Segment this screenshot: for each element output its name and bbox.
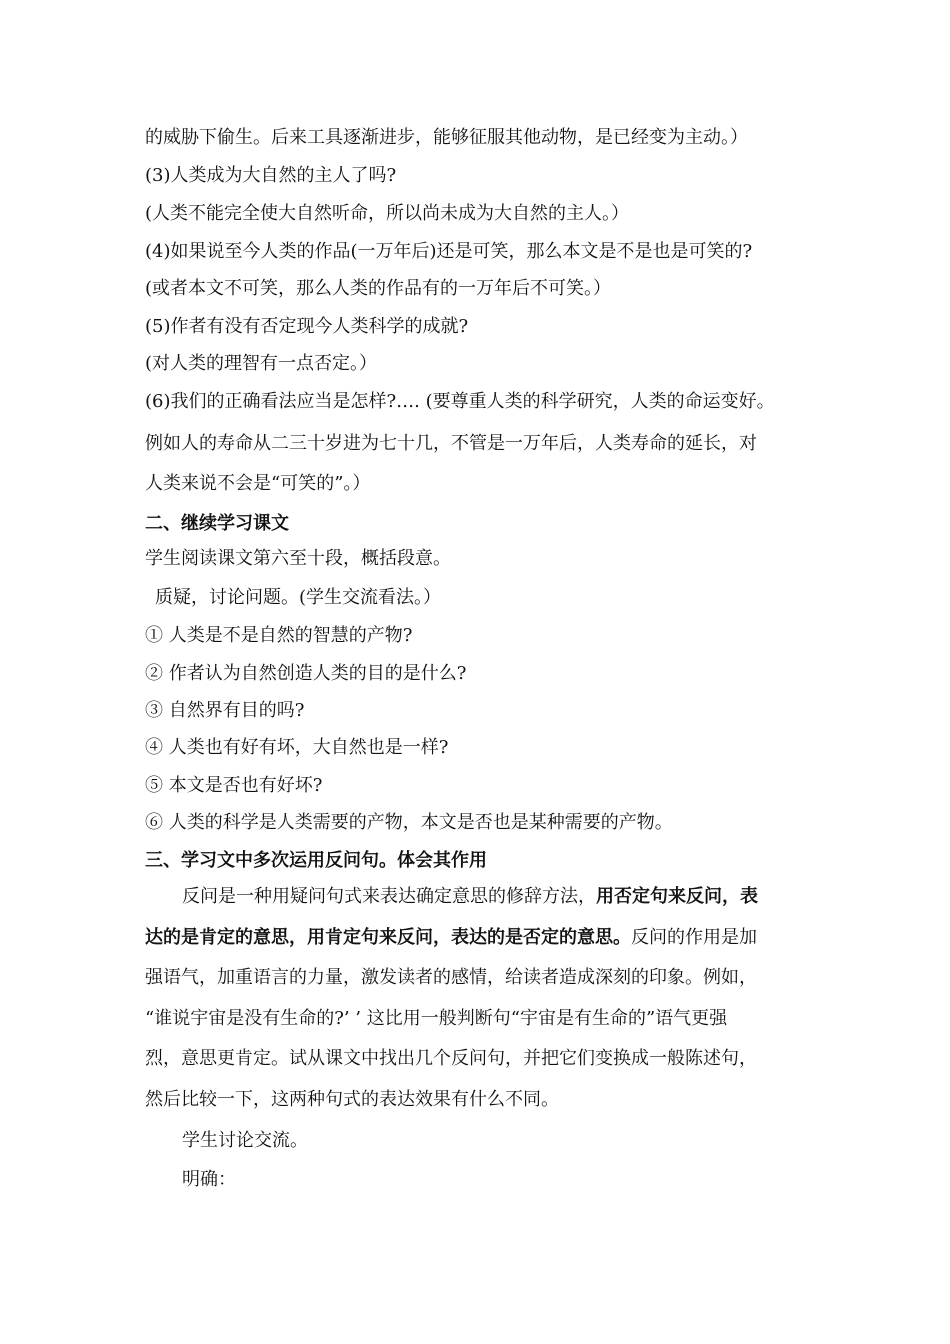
section-3-paragraph-line-5: 烈，意思更肯定。试从课文中找出几个反问句，并把它们变换成一般陈述句，	[145, 1048, 757, 1069]
discussion-question-4: ④ 人类也有好有坏，大自然也是一样?	[145, 737, 449, 758]
emphasized-text: 达的是肯定的意思，用肯定句来反问，表达的是否定的意思。	[145, 927, 631, 948]
section-2-paragraph-1: 学生阅读课文第六至十段，概括段意。	[145, 548, 451, 569]
question-3: (3)人类成为大自然的主人了吗?	[145, 165, 397, 186]
discussion-question-1: ① 人类是不是自然的智慧的产物?	[145, 625, 413, 646]
section-3-paragraph-line-4: “谁说宇宙是没有生命的?’ ’ 这比用一般判断句“宇宙是有生命的”语气更强	[145, 1008, 728, 1029]
answer-3: (人类不能完全使大自然听命，所以尚未成为大自然的主人。）	[145, 203, 630, 224]
answer-6-continued: 例如人的寿命从二三十岁进为七十几，不管是一万年后，人类寿命的延长，对	[145, 433, 757, 454]
discussion-question-3: ③ 自然界有目的吗?	[145, 700, 305, 721]
section-3-heading: 三、学习文中多次运用反问句。体会其作用	[145, 850, 487, 871]
clarification-label: 明确：	[182, 1169, 236, 1190]
paragraph-text: 反问的作用是加	[631, 927, 757, 948]
emphasized-text: 用否定句来反问，表	[596, 886, 758, 907]
discussion-question-6: ⑥ 人类的科学是人类需要的产物，本文是否也是某种需要的产物。	[145, 812, 673, 833]
section-2-paragraph-2: 质疑，讨论问题。(学生交流看法。）	[155, 587, 442, 608]
question-4: (4)如果说至今人类的作品(一万年后)还是可笑，那么本文是不是也是可笑的?	[145, 241, 753, 262]
answer-6-end: 人类来说不会是“可笑的”。）	[145, 473, 371, 494]
discussion-question-2: ② 作者认为自然创造人类的目的是什么?	[145, 663, 467, 684]
student-discussion-text: 学生讨论交流。	[182, 1130, 308, 1151]
section-3-paragraph-line-3: 强语气，加重语言的力量，激发读者的感情，给读者造成深刻的印象。例如，	[145, 967, 757, 988]
discussion-question-5: ⑤ 本文是否也有好坏?	[145, 775, 323, 796]
answer-5: (对人类的理智有一点否定。）	[145, 353, 378, 374]
answer-4: (或者本文不可笑，那么人类的作品有的一万年后不可笑。）	[145, 278, 612, 299]
question-5: (5)作者有没有否定现今人类科学的成就?	[145, 316, 469, 337]
section-3-paragraph-line-1	[182, 885, 758, 909]
section-3-paragraph-line-2	[145, 926, 757, 950]
question-6: (6)我们的正确看法应当是怎样?…. (要尊重人类的科学研究，人类的命运变好。	[145, 391, 775, 412]
paragraph-text: 反问是一种用疑问句式来表达确定意思的修辞方法，	[182, 886, 596, 907]
section-2-heading: 二、继续学习课文	[145, 513, 289, 534]
section-3-paragraph-line-6: 然后比较一下，这两种句式的表达效果有什么不同。	[145, 1089, 559, 1110]
text-line: 的威胁下偷生。后来工具逐渐进步，能够征服其他动物，是已经变为主动。）	[145, 127, 748, 148]
